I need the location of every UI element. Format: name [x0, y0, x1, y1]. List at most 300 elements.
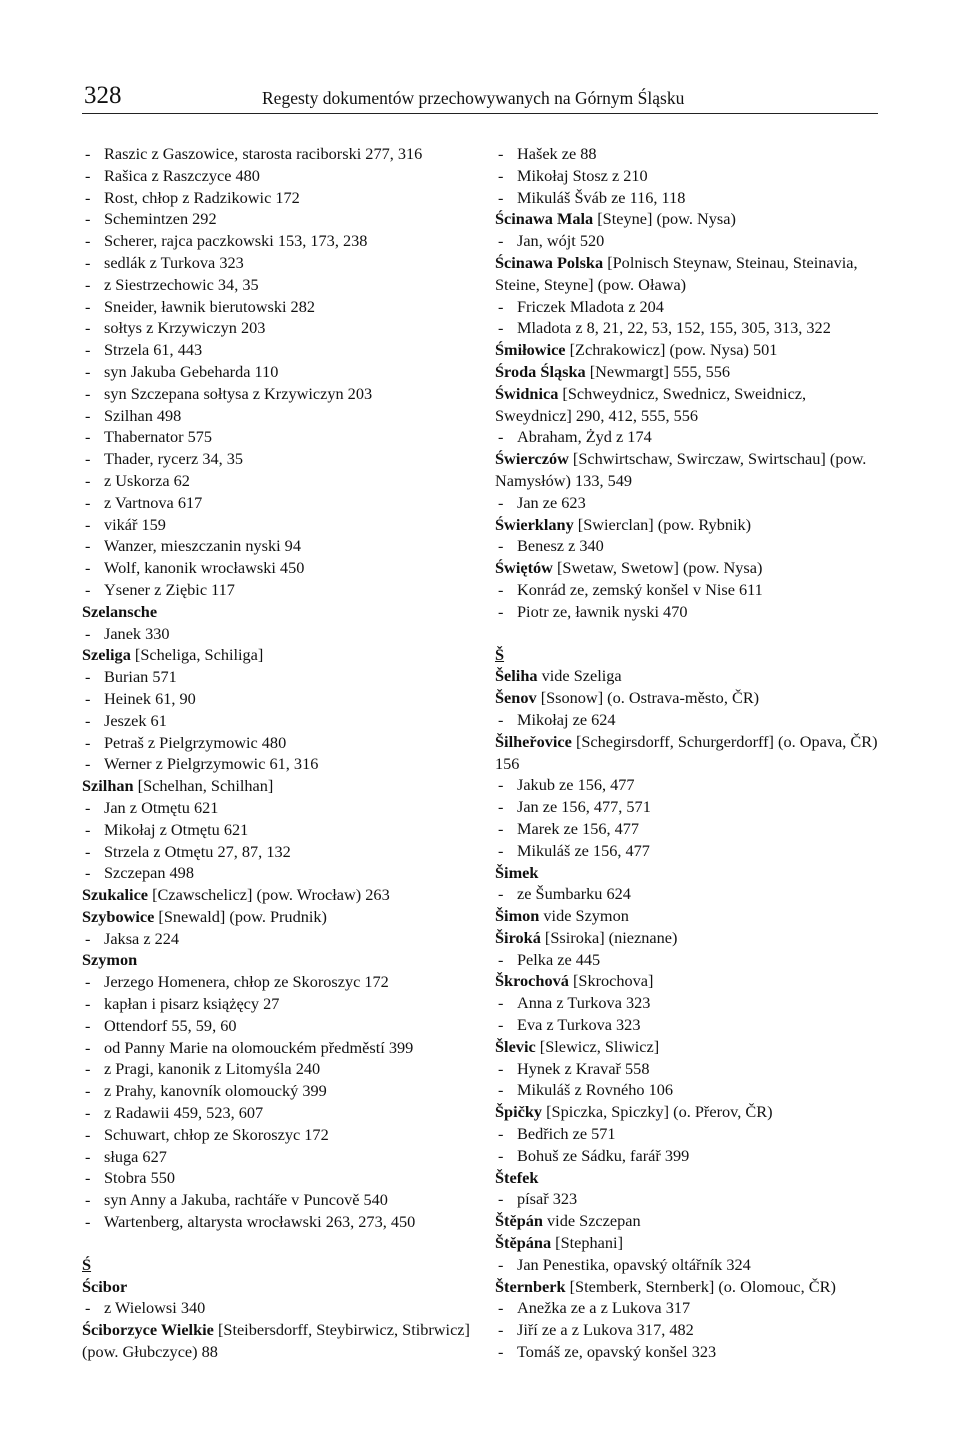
letter-divider: Ś: [82, 1254, 92, 1274]
subentry-text: písař 323: [517, 1189, 578, 1209]
subentry-text: Werner z Pielgrzymowic 61, 316: [104, 754, 319, 774]
heading-details: vide Szczepan: [542, 1211, 641, 1231]
subentry-text: z Radawii 459, 523, 607: [104, 1103, 264, 1123]
subentry-text: Pelka ze 445: [517, 949, 601, 969]
entry-dash: -: [85, 1037, 91, 1057]
index-subentry: [495, 818, 880, 840]
entry-dash: -: [85, 1212, 91, 1232]
subentry-text: Heinek 61, 90: [104, 688, 196, 708]
subentry-text: od Panny Marie na olomouckém předměstí 399: [104, 1037, 414, 1057]
heading-details: [Stemberk, Sternberk] (o. Olomouc, ČR): [565, 1276, 836, 1296]
heading-details: [Steyne] (pow. Nysa): [593, 209, 736, 229]
entry-dash: -: [85, 688, 91, 708]
heading-term: Široká: [495, 927, 541, 947]
index-subentry: [82, 928, 482, 950]
subentry-text: Schuwart, chłop ze Skoroszyc 172: [104, 1124, 329, 1144]
index-heading: [495, 905, 880, 927]
page-header: [82, 80, 878, 116]
entry-dash: -: [85, 754, 91, 774]
entry-dash: -: [498, 775, 504, 795]
heading-term: Šimek: [495, 862, 539, 882]
heading-term: Ścinawa Mala: [495, 209, 594, 229]
index-subentry: [82, 274, 482, 296]
index-heading: [495, 514, 880, 536]
entry-dash: -: [85, 340, 91, 360]
index-subentry: [82, 426, 482, 448]
subentry-text: Mikołaj ze 624: [517, 709, 616, 729]
entry-dash: -: [85, 470, 91, 490]
subentry-text: Ottendorf 55, 59, 60: [104, 1015, 237, 1035]
running-title: Regesty dokumentów przechowywanych na Górnym Śląsku: [262, 88, 685, 108]
heading-term: Štěpána: [495, 1233, 552, 1253]
entry-dash: -: [498, 536, 504, 556]
entry-dash: -: [498, 993, 504, 1013]
entry-dash: -: [498, 1320, 504, 1340]
subentry-text: Friczek Mladota z 204: [517, 296, 664, 316]
subentry-text: Scherer, rajca paczkowski 153, 173, 238: [104, 231, 368, 251]
subentry-text: Petraš z Pielgrzymowic 480: [104, 732, 287, 752]
subentry-text: sedlák z Turkova 323: [104, 252, 244, 272]
subentry-text: Mikuláš ze 156, 477: [517, 840, 650, 860]
heading-term: Štěpán: [495, 1211, 543, 1231]
index-subentry: [82, 230, 482, 252]
entry-dash: -: [85, 296, 91, 316]
entry-dash: -: [85, 928, 91, 948]
index-heading: [495, 1210, 880, 1232]
heading-term: Świerczów: [495, 449, 569, 469]
subentry-text: Jakub ze 156, 477: [517, 775, 635, 795]
subentry-text: Eva z Turkova 323: [517, 1015, 641, 1035]
index-subentry: [82, 753, 482, 775]
entry-dash: -: [85, 144, 91, 163]
index-subentry: [82, 405, 482, 427]
index-subentry: [495, 1145, 880, 1167]
entry-dash: -: [85, 972, 91, 992]
index-subentry: [495, 535, 880, 557]
index-subentry: [495, 992, 880, 1014]
index-column-left: [82, 143, 482, 1363]
heading-term: Śmiłowice: [495, 340, 566, 360]
entry-dash: -: [498, 840, 504, 860]
index-subentry: [82, 579, 482, 601]
index-heading: [495, 970, 880, 992]
index-heading: [495, 862, 880, 884]
entry-dash: -: [498, 1254, 504, 1274]
heading-term: Świdnica: [495, 383, 559, 403]
index-heading: [495, 687, 880, 709]
entry-dash: -: [85, 1298, 91, 1318]
subentry-text: z Vartnova 617: [104, 492, 203, 512]
heading-term: Špičky: [495, 1102, 543, 1122]
subentry-text: Stobra 550: [104, 1168, 175, 1188]
subentry-text: Mikołaj z Otmętu 621: [104, 819, 249, 839]
entry-dash: -: [498, 709, 504, 729]
index-subentry: [82, 688, 482, 710]
index-subentry: [82, 361, 482, 383]
heading-term: Šternberk: [495, 1276, 566, 1296]
index-subentry: [495, 426, 880, 448]
index-subentry: [82, 1124, 482, 1146]
entry-dash: -: [498, 601, 504, 621]
index-subentry: [82, 841, 482, 863]
entry-dash: -: [85, 1059, 91, 1079]
entry-dash: -: [85, 841, 91, 861]
index-subentry: [495, 883, 880, 905]
entry-dash: -: [85, 361, 91, 381]
subentry-text: ze Šumbarku 624: [517, 884, 631, 904]
subentry-text: Anna z Turkova 323: [517, 993, 651, 1013]
heading-term: Szybowice: [82, 906, 155, 926]
index-heading: [495, 1276, 880, 1298]
index-heading: [82, 1276, 482, 1298]
index-subentry: [82, 448, 482, 470]
index-subentry: [82, 819, 482, 841]
index-subentry: [495, 492, 880, 514]
heading-details: [Swetaw, Swetow] (pow. Nysa): [552, 558, 763, 578]
heading-details: [Stephani]: [551, 1233, 623, 1253]
subentry-text: Thader, rycerz 34, 35: [104, 449, 244, 469]
index-heading: [82, 884, 482, 906]
entry-dash: -: [498, 1080, 504, 1100]
subentry-text: Mikuláš z Rovného 106: [517, 1080, 674, 1100]
header-rule: [82, 113, 878, 114]
index-subentry: [495, 230, 880, 252]
subentry-text: Sneider, ławnik bierutowski 282: [104, 296, 315, 316]
entry-dash: -: [85, 1146, 91, 1166]
subentry-text: Mikuláš Šváb ze 116, 118: [517, 187, 686, 207]
heading-details: [Swierclan] (pow. Rybnik): [573, 514, 752, 534]
entry-dash: -: [85, 819, 91, 839]
subentry-text: Wolf, kanonik wrocławski 450: [104, 558, 305, 578]
heading-details: [Newmargt] 555, 556: [585, 361, 731, 381]
index-subentry: [82, 339, 482, 361]
subentry-text: z Siestrzechowic 34, 35: [104, 274, 259, 294]
entry-dash: -: [85, 427, 91, 447]
index-subentry: [82, 862, 482, 884]
entry-dash: -: [85, 710, 91, 730]
heading-details: [Ssiroka] (nieznane): [540, 927, 678, 947]
entry-dash: -: [85, 1124, 91, 1144]
entry-dash: -: [498, 884, 504, 904]
index-subentry: [495, 579, 880, 601]
subentry-text: Ysener z Ziębic 117: [104, 579, 235, 599]
heading-details: [Czawschelicz] (pow. Wrocław) 263: [148, 885, 390, 905]
entry-dash: -: [85, 1190, 91, 1210]
index-subentry: [82, 514, 482, 536]
index-subentry: [82, 492, 482, 514]
entry-dash: -: [85, 1081, 91, 1101]
index-subentry: [82, 1080, 482, 1102]
index-heading: [495, 1167, 880, 1189]
entry-dash: -: [85, 579, 91, 599]
index-subentry: [82, 252, 482, 274]
heading-term: Ścinawa Polska: [495, 252, 604, 272]
index-subentry: [82, 1146, 482, 1168]
index-heading: [82, 644, 482, 666]
index-subentry: [82, 165, 482, 187]
index-heading: [495, 1101, 880, 1123]
subentry-text: Mikołaj Stosz z 210: [517, 165, 648, 185]
heading-term: Szilhan: [82, 776, 134, 796]
heading-details: [Schegirsdorff, Schurgerdorff] (o. Opava, ČR) 156: [495, 731, 878, 773]
subentry-text: Tomáš ze, opavský konšel 323: [517, 1342, 717, 1362]
subentry-text: Wanzer, mieszczanin nyski 94: [104, 536, 301, 556]
heading-term: Ściborzyce Wielkie: [82, 1320, 214, 1340]
entry-dash: -: [498, 579, 504, 599]
index-heading: [495, 383, 880, 427]
index-subentry: [495, 1254, 880, 1276]
subentry-text: Szczepan 498: [104, 863, 194, 883]
entry-dash: -: [498, 949, 504, 969]
index-subentry: [82, 208, 482, 230]
subentry-text: vikář 159: [104, 514, 166, 534]
index-subentry: [82, 971, 482, 993]
entry-dash: -: [85, 383, 91, 403]
index-subentry: [495, 1297, 880, 1319]
index-subentry: [495, 949, 880, 971]
index-heading: [82, 949, 482, 971]
subentry-text: Hašek ze 88: [517, 144, 597, 163]
heading-term: Świerklany: [495, 514, 574, 534]
index-subentry: [495, 1188, 880, 1210]
index-subentry: [495, 601, 880, 623]
subentry-text: Konrád ze, zemský konšel v Nise 611: [517, 579, 763, 599]
entry-dash: -: [85, 1168, 91, 1188]
index-subentry: [82, 1211, 482, 1233]
entry-dash: -: [498, 1145, 504, 1165]
index-heading: [495, 557, 880, 579]
entry-dash: -: [498, 1342, 504, 1362]
subentry-text: Bohuš ze Sádku, farář 399: [517, 1145, 690, 1165]
index-subentry: [82, 187, 482, 209]
letter-divider: Š: [495, 644, 505, 664]
index-subentry: [82, 797, 482, 819]
entry-dash: -: [85, 536, 91, 556]
subentry-text: Burian 571: [104, 667, 177, 687]
index-subentry: [82, 623, 482, 645]
heading-term: Škrochová: [495, 971, 569, 991]
subentry-text: z Uskorza 62: [104, 470, 190, 490]
subentry-text: Rašica z Raszczyce 480: [104, 165, 260, 185]
subentry-text: syn Jakuba Gebeharda 110: [104, 361, 279, 381]
index-subentry: [495, 296, 880, 318]
index-subentry: [495, 1079, 880, 1101]
heading-details: [Schwirtschaw, Swirczaw, Swirtschau] (pow. Namysłów) 133, 549: [495, 449, 867, 490]
heading-term: Šlevic: [495, 1036, 536, 1056]
index-column-right: [495, 143, 880, 1363]
subentry-text: Jaksa z 224: [104, 928, 180, 948]
entry-dash: -: [498, 797, 504, 817]
index-heading: [82, 601, 482, 623]
entry-dash: -: [85, 492, 91, 512]
heading-details: [Spiczka, Spiczky] (o. Přerov, ČR): [542, 1102, 773, 1122]
index-heading: [495, 208, 880, 230]
heading-term: Šenov: [495, 688, 537, 708]
heading-term: Szelansche: [82, 601, 158, 621]
index-subentry: [495, 1123, 880, 1145]
index-heading: [495, 927, 880, 949]
index-heading: [495, 361, 880, 383]
subentry-text: z Prahy, kanovník olomoucký 399: [104, 1081, 327, 1101]
page-number: 328: [84, 82, 122, 109]
index-subentry: [495, 1014, 880, 1036]
entry-dash: -: [498, 1124, 504, 1144]
heading-details: [Ssonow] (o. Ostrava-město, ČR): [536, 688, 760, 708]
entry-dash: -: [85, 863, 91, 883]
index-heading: [495, 252, 880, 296]
index-subentry: [82, 1037, 482, 1059]
subentry-text: Strzela z Otmętu 27, 87, 132: [104, 841, 291, 861]
index-subentry: [495, 774, 880, 796]
index-subentry: [82, 143, 482, 165]
heading-details: [Schweydnicz, Swednicz, Sweidnicz, Sweydnicz] 290, 412, 555, 556: [495, 383, 807, 425]
subentry-text: Bedřich ze 571: [517, 1124, 616, 1144]
index-heading: [495, 339, 880, 361]
entry-dash: -: [85, 165, 91, 185]
index-heading: [495, 1232, 880, 1254]
heading-details: [Skrochova]: [568, 971, 654, 991]
subentry-text: Strzela 61, 443: [104, 340, 203, 360]
entry-dash: -: [85, 623, 91, 643]
subentry-text: Janek 330: [104, 623, 170, 643]
index-subentry: [495, 317, 880, 339]
subentry-text: Mladota z 8, 21, 22, 53, 152, 155, 305, 313, 322: [517, 318, 831, 338]
entry-dash: -: [498, 165, 504, 185]
entry-dash: -: [85, 449, 91, 469]
index-subentry: [82, 666, 482, 688]
heading-term: Szukalice: [82, 885, 149, 905]
subentry-text: syn Szczepana sołtysa z Krzywiczyn 203: [104, 383, 373, 403]
index-subentry: [495, 840, 880, 862]
subentry-text: Raszic z Gaszowice, starosta raciborski 277, 316: [104, 144, 423, 163]
subentry-text: Schemintzen 292: [104, 209, 217, 229]
heading-term: Szymon: [82, 950, 138, 970]
entry-dash: -: [85, 558, 91, 578]
heading-term: Ścibor: [82, 1276, 128, 1296]
subentry-text: Jan ze 623: [517, 492, 586, 512]
entry-dash: -: [85, 405, 91, 425]
index-subentry: [82, 1102, 482, 1124]
heading-term: Štefek: [495, 1167, 539, 1187]
index-heading: [495, 665, 880, 687]
index-heading: [495, 1036, 880, 1058]
entry-dash: -: [85, 209, 91, 229]
heading-term: Šeliha: [495, 666, 538, 686]
entry-dash: -: [498, 427, 504, 447]
heading-details: [Zchrakowicz] (pow. Nysa) 501: [565, 340, 778, 360]
entry-dash: -: [498, 1189, 504, 1209]
heading-term: Świętów: [495, 558, 553, 578]
heading-details: [Polnisch Steynaw, Steinau, Steinavia, Steine, Steyne] (pow. Oława): [495, 252, 858, 294]
heading-details: [Slewicz, Sliwicz]: [535, 1036, 660, 1056]
heading-details: vide Szymon: [539, 906, 629, 926]
entry-dash: -: [498, 144, 504, 163]
subentry-text: sołtys z Krzywiczyn 203: [104, 318, 266, 338]
index-subentry: [82, 1167, 482, 1189]
subentry-text: z Wielowsi 340: [104, 1298, 206, 1318]
index-subentry: [82, 470, 482, 492]
entry-dash: -: [498, 492, 504, 512]
index-subentry: [495, 1319, 880, 1341]
subentry-text: z Pragi, kanonik z Litomyśla 240: [104, 1059, 321, 1079]
index-heading: [495, 448, 880, 492]
subentry-text: Jeszek 61: [104, 710, 167, 730]
subentry-text: Jan, wójt 520: [517, 231, 605, 251]
entry-dash: -: [85, 514, 91, 534]
subentry-text: Hynek z Kravař 558: [517, 1058, 650, 1078]
index-subentry: [495, 1341, 880, 1363]
entry-dash: -: [498, 1015, 504, 1035]
entry-dash: -: [498, 187, 504, 207]
heading-details: [Scheliga, Schiliga]: [130, 645, 264, 665]
subentry-text: Piotr ze, ławnik nyski 470: [517, 601, 688, 621]
index-subentry: [495, 143, 880, 165]
entry-dash: -: [498, 296, 504, 316]
heading-term: Środa Śląska: [495, 361, 586, 381]
heading-term: Šimon: [495, 906, 540, 926]
subentry-text: sługa 627: [104, 1146, 167, 1166]
subentry-text: Jerzego Homenera, chłop ze Skoroszyc 172: [104, 972, 389, 992]
index-subentry: [495, 709, 880, 731]
subentry-text: kapłan i pisarz książęcy 27: [104, 994, 280, 1014]
entry-dash: -: [85, 797, 91, 817]
entry-dash: -: [85, 1103, 91, 1123]
heading-term: Szeliga: [82, 645, 131, 665]
subentry-text: Anežka ze a z Lukova 317: [517, 1298, 691, 1318]
index-heading: [82, 1319, 482, 1363]
entry-dash: -: [498, 231, 504, 251]
entry-dash: -: [498, 1058, 504, 1078]
index-subentry: [82, 557, 482, 579]
index-subentry: [82, 1015, 482, 1037]
entry-dash: -: [85, 1015, 91, 1035]
subentry-text: Jiří ze a z Lukova 317, 482: [517, 1320, 694, 1340]
subentry-text: Abraham, Żyd z 174: [517, 427, 652, 447]
index-subentry: [82, 710, 482, 732]
index-heading: [495, 731, 880, 775]
entry-dash: -: [85, 318, 91, 338]
subentry-text: Jan Penestika, opavský oltářník 324: [517, 1254, 751, 1274]
entry-dash: -: [85, 732, 91, 752]
subentry-text: Szilhan 498: [104, 405, 182, 425]
subentry-text: Wartenberg, altarysta wrocławski 263, 273, 450: [104, 1212, 416, 1232]
index-subentry: [82, 993, 482, 1015]
index-subentry: [82, 535, 482, 557]
heading-details: vide Szeliga: [537, 666, 622, 686]
subentry-text: Marek ze 156, 477: [517, 818, 640, 838]
entry-dash: -: [85, 231, 91, 251]
index-subentry: [495, 187, 880, 209]
entry-dash: -: [85, 994, 91, 1014]
heading-details: [Steibersdorff, Steybirwicz, Stibrwicz] (pow. Głubczyce) 88: [82, 1320, 470, 1362]
index-subentry: [495, 1058, 880, 1080]
index-subentry: [495, 796, 880, 818]
subentry-text: Rost, chłop z Radzikowic 172: [104, 187, 300, 207]
index-subentry: [82, 317, 482, 339]
entry-dash: -: [85, 667, 91, 687]
index-subentry: [82, 1297, 482, 1319]
index-subentry: [82, 1189, 482, 1211]
index-heading: [82, 906, 482, 928]
index-subentry: [82, 1058, 482, 1080]
entry-dash: -: [85, 187, 91, 207]
subentry-text: Benesz z 340: [517, 536, 604, 556]
index-heading: [82, 775, 482, 797]
entry-dash: -: [498, 318, 504, 338]
heading-term: Šilheřovice: [495, 731, 572, 751]
subentry-text: Jan z Otmętu 621: [104, 797, 219, 817]
entry-dash: -: [498, 818, 504, 838]
